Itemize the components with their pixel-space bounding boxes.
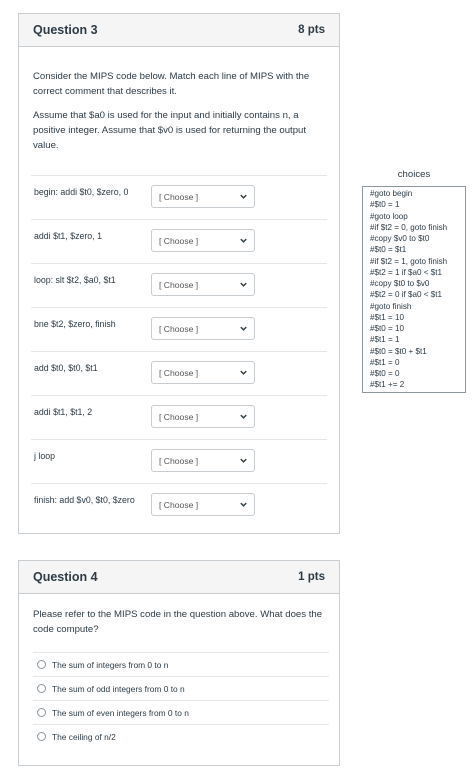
match-dropdown[interactable]	[151, 185, 255, 208]
chevron-down-icon	[239, 280, 248, 289]
radio-unchecked-icon[interactable]	[37, 660, 46, 669]
match-row	[31, 307, 327, 351]
choice-item: #goto loop	[370, 211, 408, 221]
choice-item: #goto finish	[370, 301, 412, 311]
question-3-card	[18, 13, 340, 534]
choice-item: #copy $t0 to $v0	[370, 279, 430, 288]
question-4-card	[18, 560, 340, 766]
chevron-down-icon	[239, 236, 248, 245]
question-3-assumptions: Assume that $a0 is used for the input and initially contains n, a positive integer. Assume that $v0 is used for returning the output value.	[33, 110, 307, 151]
choice-item: #copy $v0 to $t0	[370, 234, 430, 243]
question-4-title: Question 4	[33, 570, 98, 584]
choice-item: #$t1 = 10	[370, 312, 404, 322]
dropdown-value: [ Choose ]	[159, 235, 199, 246]
answer-option[interactable]	[33, 652, 329, 676]
choice-item: #$t2 = 0 if $a0 < $t1	[370, 290, 443, 300]
dropdown-value: [ Choose ]	[159, 191, 199, 202]
answer-option[interactable]	[33, 700, 329, 724]
choices-title: choices	[397, 169, 431, 180]
match-row-label: finish: add $v0, $t0, $zero	[34, 495, 135, 505]
match-row	[31, 263, 327, 307]
match-row-label: j loop	[34, 451, 56, 461]
match-dropdown[interactable]	[151, 273, 255, 296]
match-row-label: bne $t2, $zero, finish	[34, 319, 116, 329]
match-row	[31, 351, 327, 395]
choice-item: #$t1 = 1	[370, 335, 400, 345]
question-4-header	[19, 561, 339, 594]
match-row	[31, 219, 327, 263]
answer-label: The sum of even integers from 0 to n	[52, 707, 189, 718]
dropdown-value: [ Choose ]	[159, 499, 199, 510]
answer-label: The sum of odd integers from 0 to n	[52, 683, 185, 694]
choices-list	[362, 186, 466, 393]
match-row	[31, 439, 327, 483]
answer-label: The ceiling of n/2	[52, 731, 116, 742]
choice-item: #if $t2 = 0, goto finish	[370, 222, 448, 232]
match-dropdown[interactable]	[151, 229, 255, 252]
match-dropdown[interactable]	[151, 493, 255, 516]
question-3-instructions: Consider the MIPS code below. Match each line of MIPS with the correct comment that describes it.	[33, 71, 310, 97]
dropdown-value: [ Choose ]	[159, 411, 199, 422]
match-row-label: addi $t1, $zero, 1	[34, 231, 102, 241]
match-dropdown[interactable]	[151, 361, 255, 384]
radio-unchecked-icon[interactable]	[37, 732, 46, 741]
match-dropdown[interactable]	[151, 449, 255, 472]
chevron-down-icon	[239, 192, 248, 201]
answer-label: The sum of integers from 0 to n	[52, 659, 169, 670]
answer-option[interactable]	[33, 724, 329, 748]
match-row-label: begin: addi $t0, $zero, 0	[34, 187, 129, 197]
question-4-prompt: Please refer to the MIPS code in the question above. What does the code compute?	[33, 609, 323, 635]
match-row-label: loop: slt $t2, $a0, $t1	[34, 275, 116, 285]
radio-unchecked-icon[interactable]	[37, 708, 46, 717]
dropdown-value: [ Choose ]	[159, 323, 199, 334]
match-row-label: addi $t1, $t1, 2	[34, 407, 93, 417]
dropdown-value: [ Choose ]	[159, 455, 199, 466]
chevron-down-icon	[239, 456, 248, 465]
choice-item: #goto begin	[370, 189, 413, 198]
choice-item: #$t0 = $t1	[370, 245, 407, 255]
choice-item: #$t0 = $t0 + $t1	[370, 346, 427, 356]
choice-item: #$t0 = 10	[370, 324, 404, 333]
chevron-down-icon	[239, 412, 248, 421]
question-3-header	[19, 14, 339, 47]
dropdown-value: [ Choose ]	[159, 279, 199, 290]
question-4-points: 1 pts	[298, 571, 325, 583]
choice-item: #if $t2 = 1, goto finish	[370, 256, 448, 266]
chevron-down-icon	[239, 500, 248, 509]
match-dropdown[interactable]	[151, 405, 255, 428]
radio-unchecked-icon[interactable]	[37, 684, 46, 693]
question-3-points: 8 pts	[298, 24, 325, 36]
choice-item: #$t1 += 2	[370, 380, 405, 390]
question-3-title: Question 3	[33, 23, 98, 37]
match-row	[31, 395, 327, 439]
answer-option[interactable]	[33, 676, 329, 700]
dropdown-value: [ Choose ]	[159, 367, 199, 378]
match-row	[31, 175, 327, 219]
choice-item: #$t0 = 0	[370, 369, 400, 378]
choice-item: #$t2 = 1 if $a0 < $t1	[370, 267, 443, 277]
chevron-down-icon	[239, 324, 248, 333]
choice-item: #$t1 = 0	[370, 357, 400, 367]
match-dropdown[interactable]	[151, 317, 255, 340]
match-row-label: add $t0, $t0, $t1	[34, 363, 98, 373]
chevron-down-icon	[239, 368, 248, 377]
choice-item: #$t0 = 1	[370, 200, 400, 210]
match-row	[31, 483, 327, 527]
